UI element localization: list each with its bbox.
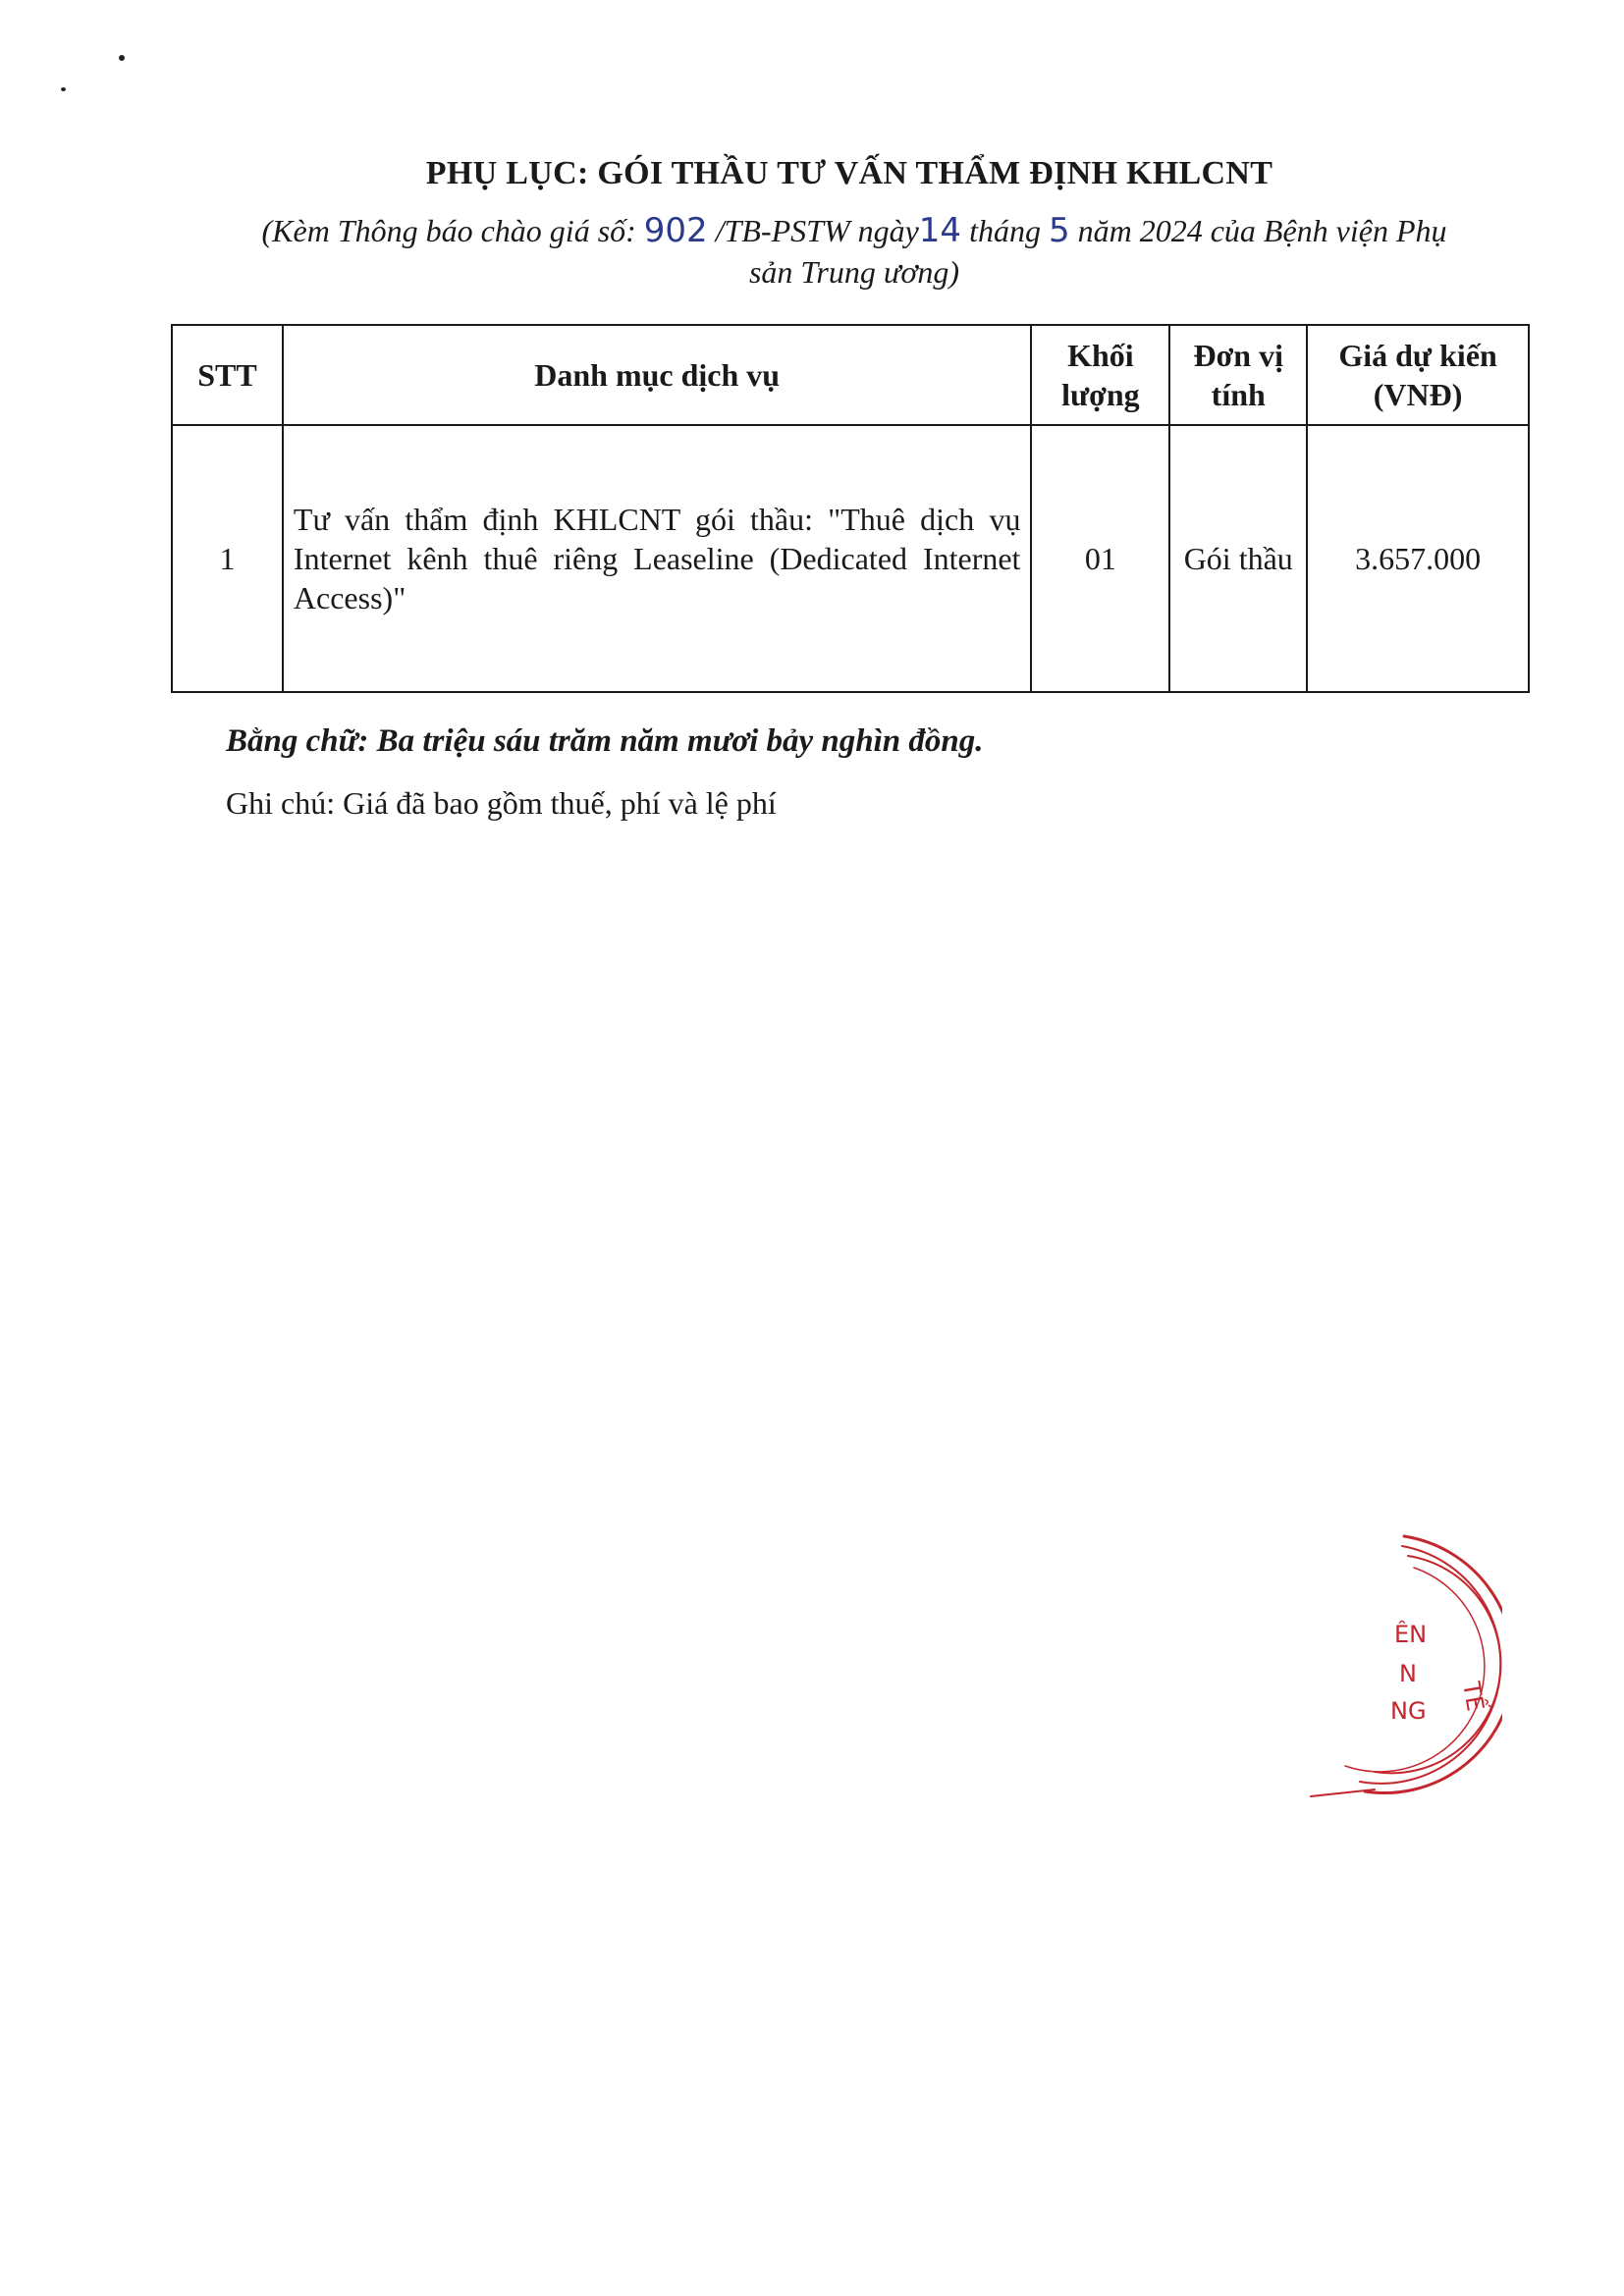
table-row xyxy=(172,425,1529,692)
header-service: Danh mục dịch vụ xyxy=(283,325,1032,425)
cell-price: 3.657.000 xyxy=(1307,425,1529,692)
seal-text-fragment: N xyxy=(1399,1660,1417,1687)
cell-stt: 1 xyxy=(172,425,283,692)
price-table xyxy=(171,324,1530,693)
header-quantity: Khối lượng xyxy=(1031,325,1169,425)
handwritten-month: 5 xyxy=(1048,211,1070,250)
seal-text-fragment: TẾ xyxy=(1457,1680,1489,1714)
scan-speck xyxy=(61,87,66,91)
subtitle-suffix: năm 2024 của Bệnh viện Phụ sản Trung ương) xyxy=(748,213,1447,290)
header-stt: STT xyxy=(172,325,283,425)
table-header-row xyxy=(172,325,1529,425)
price-note: Ghi chú: Giá đã bao gồm thuế, phí và lệ phí xyxy=(226,785,777,821)
amount-in-words: Bằng chữ: Ba triệu sáu trăm năm mươi bảy nghìn đồng. xyxy=(226,723,984,759)
official-seal-stamp xyxy=(1306,1526,1502,1811)
header-price: Giá dự kiến (VNĐ) xyxy=(1307,325,1529,425)
page-title: PHỤ LỤC: GÓI THẦU TƯ VẤN THẨM ĐỊNH KHLCNT xyxy=(425,155,1273,191)
handwritten-day: 14 xyxy=(918,211,962,250)
cell-service: Tư vấn thẩm định KHLCNT gói thầu: "Thuê dịch vụ Internet kênh thuê riêng Leaseline (Dedicated Internet Access)" xyxy=(283,425,1032,692)
cell-quantity: 01 xyxy=(1031,425,1169,692)
page-subtitle xyxy=(245,210,1463,293)
scan-speck xyxy=(119,55,125,61)
cell-unit: Gói thầu xyxy=(1169,425,1307,692)
seal-text-fragment: NG xyxy=(1390,1697,1427,1725)
subtitle-month-label: tháng xyxy=(961,213,1049,248)
header-unit: Đơn vị tính xyxy=(1169,325,1307,425)
subtitle-prefix: (Kèm Thông báo chào giá số: xyxy=(261,213,644,248)
seal-text-fragment: ÊN xyxy=(1394,1621,1428,1648)
subtitle-ref: /TB-PSTW ngày xyxy=(707,213,919,248)
handwritten-number: 902 xyxy=(643,211,708,250)
